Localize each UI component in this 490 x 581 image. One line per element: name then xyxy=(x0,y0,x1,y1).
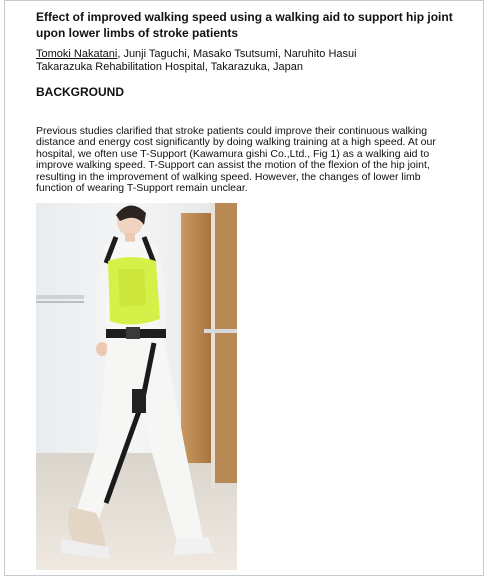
paper-title: Effect of improved walking speed using a walking aid to support hip joint upon lower limbs of stroke patients xyxy=(36,10,453,40)
figure-1-photo xyxy=(36,203,237,570)
section-heading-background: BACKGROUND xyxy=(36,85,124,99)
background-paragraph: Previous studies clarified that stroke patients could improve their continuous walking distance and energy cost significantly by doing walking training at a high speed. At our hospital, we often use T-Support (Kawamura gishi Co.,Ltd., Fig 1) as a walking aid to improve walking speed. T-Support can assist the motion of the flexion of the hip joint, resulting in the improvement of walking speed. However, the changes of lower limb function of wearing T-Support remain unclear. xyxy=(36,125,436,195)
author-list xyxy=(36,48,456,61)
first-author: Tomoki Nakatani xyxy=(36,48,118,60)
affiliation: Takarazuka Rehabilitation Hospital, Takarazuka, Japan xyxy=(36,61,304,73)
walking-aid-photo xyxy=(36,203,237,570)
coauthors: , Junji Taguchi, Masako Tsutsumi, Naruhito Hasui xyxy=(117,48,357,60)
